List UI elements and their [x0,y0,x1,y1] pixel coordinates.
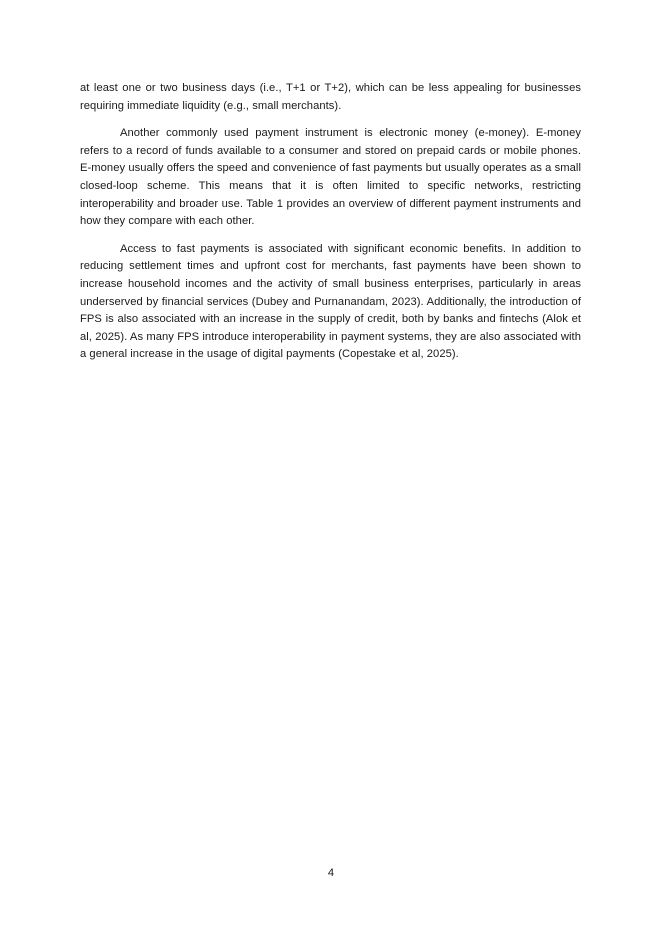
paragraph-fast-payments-benefits: Access to fast payments is associated with significant economic benefits. In addition to reducing settlement times and upfront cost for merchants, fast payments have been shown to increase household incomes and the activity of small business enterprises, particularly in areas underserved by financial services (Dubey and Purnanandam, 2023). Additionally, the introduction of FPS is also associated with an increase in the supply of credit, both by banks and fintechs (Alok et al, 2025). As many FPS introduce interoperability in payment systems, they are also associated with a general increase in the usage of digital payments (Copestake et al, 2025). [80,242,581,361]
paragraph-continuation: at least one or two business days (i.e., T+1 or T+2), which can be less appealing for businesses requiring immediate liquidity (e.g., small merchants). [80,82,581,112]
paragraph-e-money: Another commonly used payment instrument is electronic money (e-money). E-money refers to a record of funds available to a consumer and stored on prepaid cards or mobile phones. E-money usually offers the speed and convenience of fast payments but usually operates as a small closed-loop scheme. This means that it is often limited to specific networks, restricting interoperability and broader use. Table 1 provides an overview of different payment instruments and how they compare with each other. [80,127,581,228]
document-page [80,80,581,374]
page-number: 4 [327,867,335,879]
